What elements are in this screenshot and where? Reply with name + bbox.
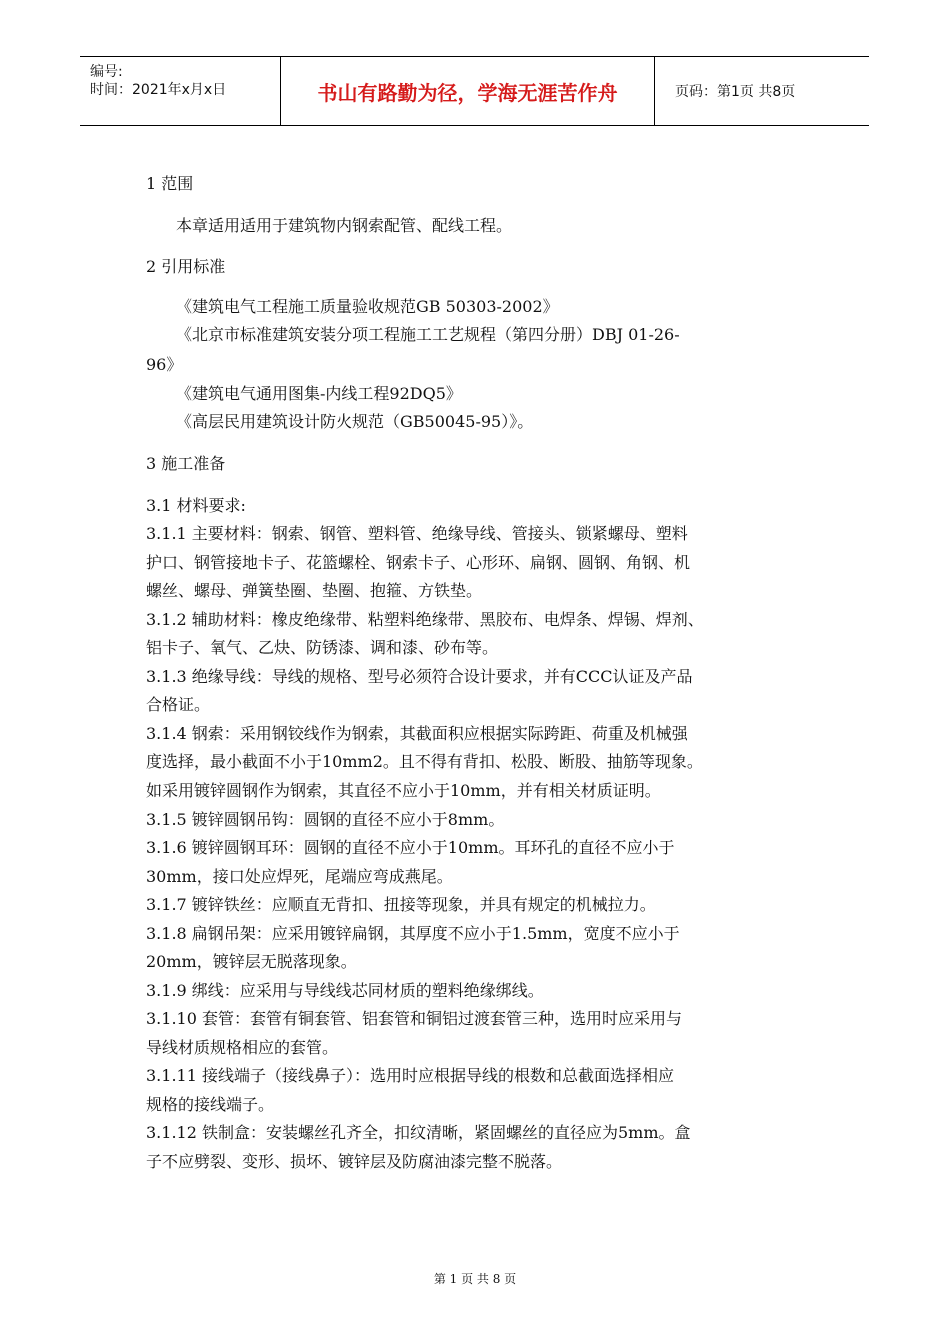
clause-line: 3.1.11 接线端子（接线鼻子）：选用时应根据导线的根数和总截面选择相应	[146, 1066, 674, 1085]
clause-line: 20mm，镀锌层无脱落现象。	[146, 952, 357, 971]
section-heading-2: 2 引用标准	[146, 257, 226, 276]
serial-number-label: 编号:	[90, 64, 123, 80]
clause-line: 3.1.7 镀锌铁丝：应顺直无背扣、扭接等现象，并具有规定的机械拉力。	[146, 895, 656, 914]
clause-line: 3.1.4 钢索：采用钢铰线作为钢索，其截面积应根据实际跨距、荷重及机械强	[146, 724, 688, 743]
clause-line: 3.1.1 主要材料：钢索、钢管、塑料管、绝缘导线、管接头、锁紧螺母、塑料	[146, 524, 688, 543]
clause-line: 螺丝、螺母、弹簧垫圈、垫圈、抱箍、方铁垫。	[146, 581, 483, 600]
clause-line: 3.1.2 辅助材料：橡皮绝缘带、粘塑料绝缘带、黑胶布、电焊条、焊锡、焊剂、	[146, 610, 704, 629]
body-line: 本章适用适用于建筑物内钢索配管、配线工程。	[176, 216, 513, 235]
clause-line: 3.1.3 绝缘导线：导线的规格、型号必须符合设计要求，并有CCC认证及产品	[146, 667, 693, 686]
clause-line: 3.1.8 扁钢吊架：应采用镀锌扁钢，其厚度不应小于1.5mm，宽度不应小于	[146, 924, 680, 943]
header-page-number	[665, 57, 869, 125]
reference-line: 《建筑电气工程施工质量验收规范GB 50303-2002》	[176, 297, 559, 316]
clause-line: 导线材质规格相应的套管。	[146, 1038, 339, 1057]
clause-line: 3.1.9 绑线：应采用与导线线芯同材质的塑料绝缘绑线。	[146, 981, 544, 1000]
reference-line: 《北京市标准建筑安装分项工程施工工艺规程（第四分册）DBJ 01-26-	[176, 325, 680, 344]
clause-line: 护口、钢管接地卡子、花篮螺栓、钢索卡子、心形环、扁钢、圆钢、角钢、机	[146, 553, 691, 572]
page-header	[80, 56, 869, 126]
time-label: 时间：2021年x月x日	[90, 82, 227, 98]
clause-line: 3.1.10 套管：套管有铜套管、铝套管和铜铝过渡套管三种，选用时应采用与	[146, 1009, 682, 1028]
clause-line: 子不应劈裂、变形、损坏、镀锌层及防腐油漆完整不脱落。	[146, 1152, 563, 1171]
clause-line: 度选择，最小截面不小于10mm2。且不得有背扣、松股、断股、抽筋等现象。	[146, 752, 703, 771]
reference-line: 96》	[146, 355, 183, 374]
clause-line: 规格的接线端子。	[146, 1095, 275, 1114]
page-footer: 第 1 页 共 8 页	[433, 1272, 517, 1286]
clause-line: 合格证。	[146, 695, 211, 714]
header-meta-cell	[80, 57, 281, 125]
reference-line: 《建筑电气通用图集-内线工程92DQ5》	[176, 384, 462, 403]
section-heading-1: 1 范围	[146, 174, 194, 193]
clause-line: 30mm，接口处应焊死，尾端应弯成燕尾。	[146, 867, 453, 886]
clause-line: 3.1.6 镀锌圆钢耳环：圆钢的直径不应小于10mm。耳环孔的直径不应小于	[146, 838, 675, 857]
clause-line: 铝卡子、氧气、乙炔、防锈漆、调和漆、砂布等。	[146, 638, 499, 657]
clause-line: 3.1.5 镀锌圆钢吊钩：圆钢的直径不应小于8mm。	[146, 810, 505, 829]
header-motto: 书山有路勤为径，学海无涯苦作舟	[281, 57, 655, 125]
clause-line: 如采用镀锌圆钢作为钢索，其直径不应小于10mm，并有相关材质证明。	[146, 781, 661, 800]
page-number-label: 页码：第1页 共8页	[675, 84, 796, 100]
reference-line: 《高层民用建筑设计防火规范（GB50045-95）》。	[176, 412, 534, 431]
section-heading-3: 3 施工准备	[146, 454, 226, 473]
subsection-heading: 3.1 材料要求:	[146, 496, 246, 515]
clause-line: 3.1.12 铁制盒：安装螺丝孔齐全，扣纹清晰，紧固螺丝的直径应为5mm。盒	[146, 1123, 691, 1142]
